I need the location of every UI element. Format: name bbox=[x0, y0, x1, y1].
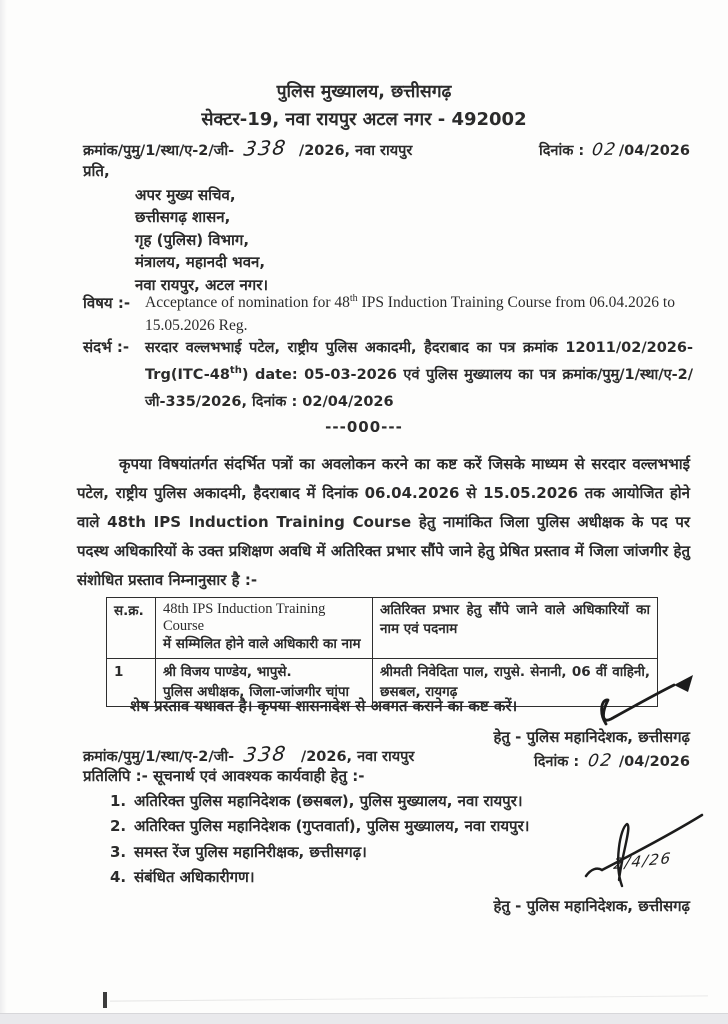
copy-list-item bbox=[110, 814, 529, 839]
copy-list-item bbox=[110, 865, 529, 890]
copy-item-number: 2. bbox=[110, 817, 127, 836]
body-paragraph: कृपया विषयांतर्गत संदर्भित पत्रों का अवलोकन करने का कष्ट करें जिसके माध्यम से सरदार वल्लभभाई पटेल, राष्ट्रीय पुलिस अकादमी, हैदराबाद में दिनांक 06.04.2026 से 15.05.2026 तक आयोजित होने वाले 48th IPS Induction Training Course हेतु नामांकित जिला पुलिस अधीक्षक के पद पर पदस्थ अधिकारियों के उक्त प्रशिक्षण अवधि में अतिरिक्त प्रभार सौंपे जाने हेतु प्रेषित प्रस्ताव में जिला जांजगीर हेतु संशोधित प्रस्ताव निम्नानुसार है :- bbox=[77, 455, 690, 589]
copy-item-number: 3. bbox=[110, 842, 127, 861]
reference-label: संदर्भ :- bbox=[83, 338, 130, 356]
subject-part2: IPS Induction Training Course from 06.04.2026 to 15.05.2026 Reg. bbox=[145, 294, 675, 334]
org-title-line1: पुलिस मुख्यालय, छत्तीसगढ़ bbox=[276, 82, 452, 102]
for-dg-line-2: हेतु - पुलिस महानिदेशक, छत्तीसगढ़ bbox=[493, 897, 690, 915]
date-label-2: दिनांक : bbox=[533, 754, 580, 770]
recipient-line: छत्तीसगढ़ शासन, bbox=[135, 208, 231, 227]
cell-officer-line1: श्री विजय पाण्डेय, भापुसे. bbox=[163, 664, 292, 680]
copy-list-item bbox=[110, 789, 529, 814]
copy-to-heading: प्रतिलिपि :- सूचनार्थ एवं आवश्यक कार्यवाही हेतु :- bbox=[83, 767, 365, 785]
header-officer-en: 48th IPS Induction Training Course bbox=[163, 601, 326, 634]
copy-item-number: 4. bbox=[110, 867, 127, 886]
handwritten-date-day-2: 02 bbox=[586, 750, 615, 772]
date-suffix-2: /04/2026 bbox=[618, 754, 690, 770]
reference-text bbox=[145, 335, 693, 416]
signature-date-scribble: 2/4/26 bbox=[612, 849, 673, 873]
copy-item-number: 1. bbox=[110, 792, 127, 810]
to-label: प्रति, bbox=[83, 162, 110, 180]
handwritten-letter-number-2: 338 bbox=[242, 741, 289, 767]
recipient-line: गृह (पुलिस) विभाग, bbox=[135, 230, 250, 249]
cell-charge: श्रीमती निवेदिता पाल, रापुसे. सेनानी, 06 वीं वाहिनी, छसबल, रायगढ़ bbox=[373, 659, 658, 707]
scan-artifact bbox=[0, 0, 7, 1024]
officers-table bbox=[106, 597, 658, 707]
for-dg-line-1: हेतु - पुलिस महानिदेशक, छत्तीसगढ़ bbox=[493, 728, 690, 746]
handwritten-date-day: 02 bbox=[590, 139, 619, 161]
handwritten-letter-number: 338 bbox=[242, 135, 289, 161]
closing-note: शेष प्रस्ताव यथावत है। कृपया शासनादेश से अवगत कराने का कष्ट करें। bbox=[130, 697, 518, 715]
subject-sup: th bbox=[349, 292, 358, 304]
subject-label: विषय :- bbox=[83, 294, 131, 312]
scan-artifact bbox=[110, 995, 708, 1001]
copy-list-item bbox=[110, 840, 529, 865]
reference-part1: सरदार वल्लभभाई पटेल, राष्ट्रीय पुलिस अकादमी, हैदराबाद का पत्र क्रमांक 12011/02/2026-Trg(ITC-48 bbox=[145, 340, 693, 383]
header-officer-hi: में सम्मिलित होने वाले अधिकारी का नाम bbox=[163, 636, 361, 652]
recipient-line: मंत्रालय, महानदी भवन, bbox=[135, 253, 266, 272]
org-title-line2: सेक्टर-19, नवा रायपुर अटल नगर - 492002 bbox=[201, 109, 527, 130]
subject-text bbox=[145, 291, 691, 337]
header-charge: अतिरिक्त प्रभार हेतु सौंपे जाने वाले अधिकारियों का नाम एवं पदनाम bbox=[373, 598, 658, 659]
reference-part2: ) date: 05-03-2026 एवं पुलिस मुख्यालय का पत्र क्रमांक/पुमु/1/स्था/ए-2/जी-335/2026, दिनांक : 02/04/2026 bbox=[145, 367, 693, 410]
ref-number-line-bottom bbox=[83, 742, 414, 766]
ref-number-line-top bbox=[83, 136, 690, 160]
bottom-scan-strip bbox=[0, 1013, 728, 1024]
copy-item-text: अतिरिक्त पुलिस महानिदेशक (छसबल), पुलिस मुख्यालय, नवा रायपुर। bbox=[134, 792, 523, 810]
header-sno: स.क्र. bbox=[107, 598, 156, 659]
cell-sno: 1 bbox=[107, 659, 156, 707]
recipient-line: नवा रायपुर, अटल नगर। bbox=[135, 275, 269, 294]
recipient-line: अपर मुख्य सचिव, bbox=[135, 186, 236, 204]
ref-suffix-2: /2026, नवा रायपुर bbox=[300, 749, 415, 765]
copy-item-text: अतिरिक्त पुलिस महानिदेशक (गुप्तवार्ता), पुलिस मुख्यालय, नवा रायपुर। bbox=[134, 817, 530, 836]
copy-item-text: संबंधित अधिकारीगण। bbox=[134, 867, 255, 886]
table-header-row bbox=[107, 598, 658, 659]
reference-sup: th bbox=[229, 365, 242, 377]
signature-flourish-1 bbox=[592, 666, 700, 730]
separator: ---000--- bbox=[325, 418, 403, 436]
date-label: दिनांक : bbox=[538, 143, 585, 159]
ref-prefix: क्रमांक/पुमु/1/स्था/ए-2/जी- bbox=[83, 143, 235, 159]
header-officer bbox=[156, 598, 373, 659]
subject-part1: Acceptance of nomination for 48 bbox=[145, 294, 350, 311]
date-suffix: /04/2026 bbox=[618, 143, 690, 159]
copy-list bbox=[110, 789, 529, 890]
scan-mark bbox=[103, 992, 107, 1008]
ref-suffix: /2026, नवा रायपुर bbox=[298, 143, 413, 159]
copy-item-text: समस्त रेंज पुलिस महानिरीक्षक, छत्तीसगढ़। bbox=[134, 842, 367, 861]
signed-date-line bbox=[534, 751, 690, 771]
recipient-address bbox=[135, 184, 268, 296]
ref-prefix-2: क्रमांक/पुमु/1/स्था/ए-2/जी- bbox=[83, 749, 235, 765]
cell-officer-line2: पुलिस अधीक्षक, जिला-जांजगीर चांपा bbox=[163, 684, 349, 700]
